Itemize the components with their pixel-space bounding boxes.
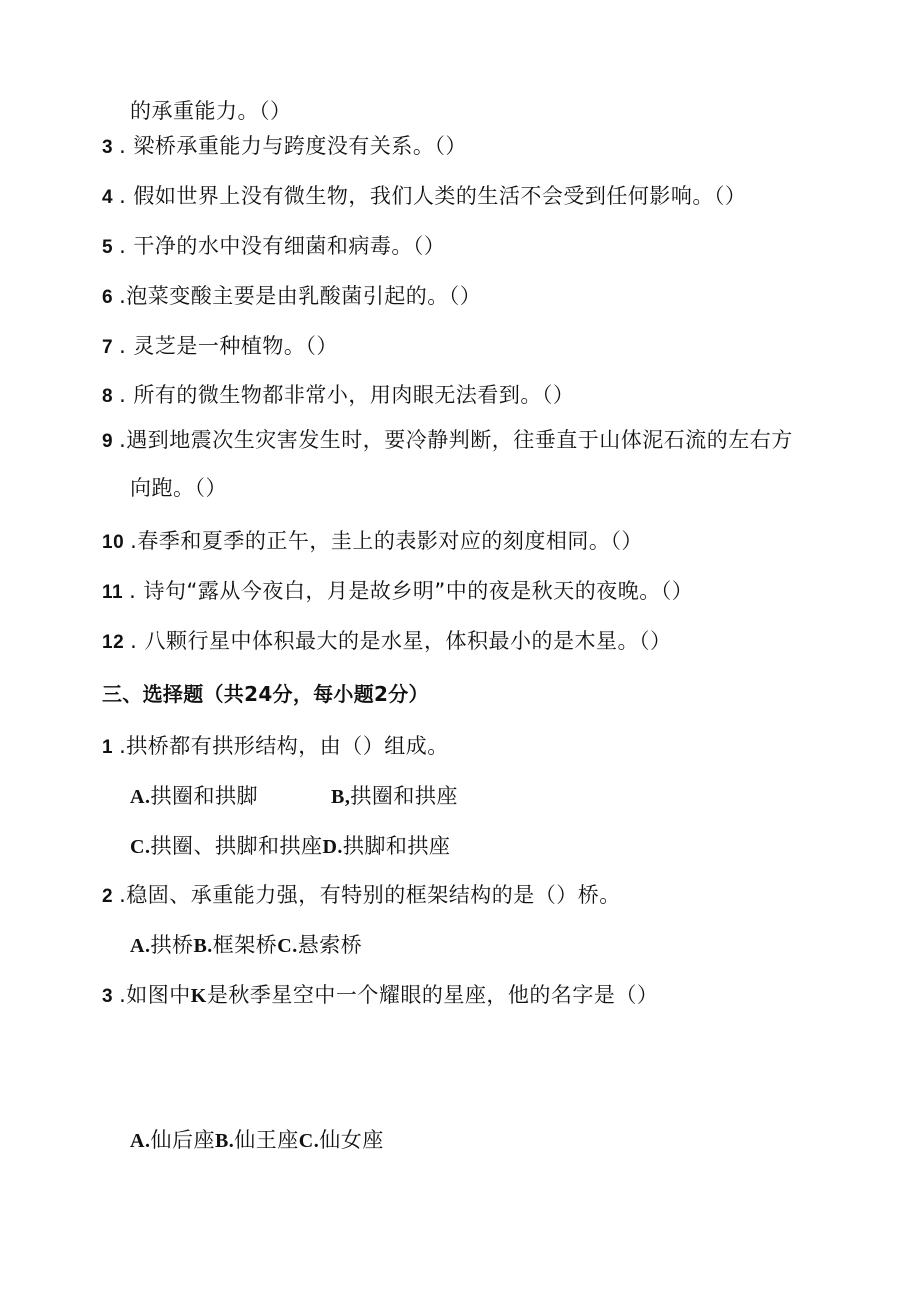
judgement-item-9-continuation: 向跑。（） bbox=[130, 476, 227, 500]
choice-question-2 bbox=[102, 880, 621, 912]
item-text: . 灵芝是一种植物。（） bbox=[119, 334, 338, 358]
option-letter: A. bbox=[130, 935, 151, 957]
option-text: 拱圈、拱脚和拱座 bbox=[150, 834, 323, 858]
item-number: 10 bbox=[102, 532, 125, 553]
item-number: 7 bbox=[102, 337, 114, 358]
item-number: 6 bbox=[102, 287, 114, 308]
option-letter: A. bbox=[130, 786, 151, 808]
item-text: . 假如世界上没有微生物，我们人类的生活不会受到任何影响。（） bbox=[119, 184, 747, 208]
choice-q1-option-a bbox=[130, 781, 258, 812]
item-number: 9 bbox=[102, 431, 114, 452]
choice-question-1 bbox=[102, 731, 449, 763]
judgement-item-10 bbox=[102, 526, 643, 558]
option-letter: C. bbox=[130, 836, 151, 858]
option-text: 仙后座 bbox=[150, 1128, 215, 1152]
item-text: . 梁桥承重能力与跨度没有关系。（） bbox=[119, 134, 467, 158]
option-letter: A. bbox=[130, 1130, 151, 1152]
judgement-item-9 bbox=[102, 425, 793, 457]
question-text: 是秋季星空中一个耀眼的星座，他的名字是（） bbox=[206, 983, 659, 1007]
option-letter: C. bbox=[277, 935, 298, 957]
judgement-item-6 bbox=[102, 281, 481, 313]
option-text: 拱圈和拱脚 bbox=[150, 784, 258, 808]
item-text: .遇到地震次生灾害发生时，要冷静判断，往垂直于山体泥石流的左右方 bbox=[119, 428, 793, 452]
option-text: 仙女座 bbox=[319, 1128, 384, 1152]
item-number: 12 bbox=[102, 632, 125, 653]
option-text: 悬索桥 bbox=[297, 933, 363, 957]
choice-question-3 bbox=[102, 980, 658, 1012]
item-number: 4 bbox=[102, 187, 114, 208]
choice-q1-option-b bbox=[331, 781, 458, 812]
option-letter: C. bbox=[298, 1130, 320, 1152]
item-number: 8 bbox=[102, 386, 114, 407]
option-text: 仙王座 bbox=[234, 1128, 299, 1152]
item-text: . 诗句“露从今夜白，月是故乡明”中的夜是秋天的夜晚。（） bbox=[129, 579, 694, 603]
option-letter: D. bbox=[322, 836, 343, 858]
constellation-label-k: K bbox=[190, 985, 207, 1007]
judgement-item-3 bbox=[102, 131, 467, 163]
item-text: . 干净的水中没有细菌和病毒。（） bbox=[119, 234, 446, 258]
section-title-choice: 三、选择题（共24分，每小题2分） bbox=[102, 682, 429, 706]
choice-q1-options-c-d bbox=[130, 831, 450, 862]
judgement-item-5 bbox=[102, 231, 445, 263]
question-number: 1 bbox=[102, 737, 114, 758]
judgement-item-7 bbox=[102, 331, 338, 363]
choice-q2-options bbox=[130, 930, 362, 961]
item-number: 3 bbox=[102, 137, 114, 158]
item-text: . 八颗行星中体积最大的是水星，体积最小的是木星。（） bbox=[130, 629, 672, 653]
judgement-item-11 bbox=[102, 576, 693, 608]
item-text: . 所有的微生物都非常小，用肉眼无法看到。（） bbox=[119, 383, 575, 407]
judgement-item-4 bbox=[102, 181, 746, 213]
question-number: 2 bbox=[102, 886, 114, 907]
option-letter: B. bbox=[214, 1130, 235, 1152]
question-text: .稳固、承重能力强，有特别的框架结构的是（）桥。 bbox=[119, 883, 621, 907]
option-letter: B, bbox=[331, 786, 351, 808]
choice-q3-options bbox=[130, 1125, 384, 1156]
option-text: 框架桥 bbox=[212, 933, 278, 957]
item-number: 5 bbox=[102, 237, 114, 258]
judgement-item-12 bbox=[102, 626, 672, 658]
question-text: .如图中 bbox=[119, 983, 191, 1007]
item-text: .春季和夏季的正午，圭上的表影对应的刻度相同。（） bbox=[130, 529, 643, 553]
question-text: .拱桥都有拱形结构，由（）组成。 bbox=[119, 734, 449, 758]
item-number: 11 bbox=[102, 582, 124, 603]
option-text: 拱桥 bbox=[150, 933, 194, 957]
judgement-item-8 bbox=[102, 380, 574, 412]
question-number: 3 bbox=[102, 986, 114, 1007]
option-text: 拱圈和拱座 bbox=[350, 784, 458, 808]
item-text: .泡菜变酸主要是由乳酸菌引起的。（） bbox=[119, 284, 482, 308]
option-letter: B. bbox=[193, 935, 213, 957]
judgement-item-2-continuation: 的承重能力。（） bbox=[130, 99, 292, 123]
option-text: 拱脚和拱座 bbox=[342, 834, 451, 858]
